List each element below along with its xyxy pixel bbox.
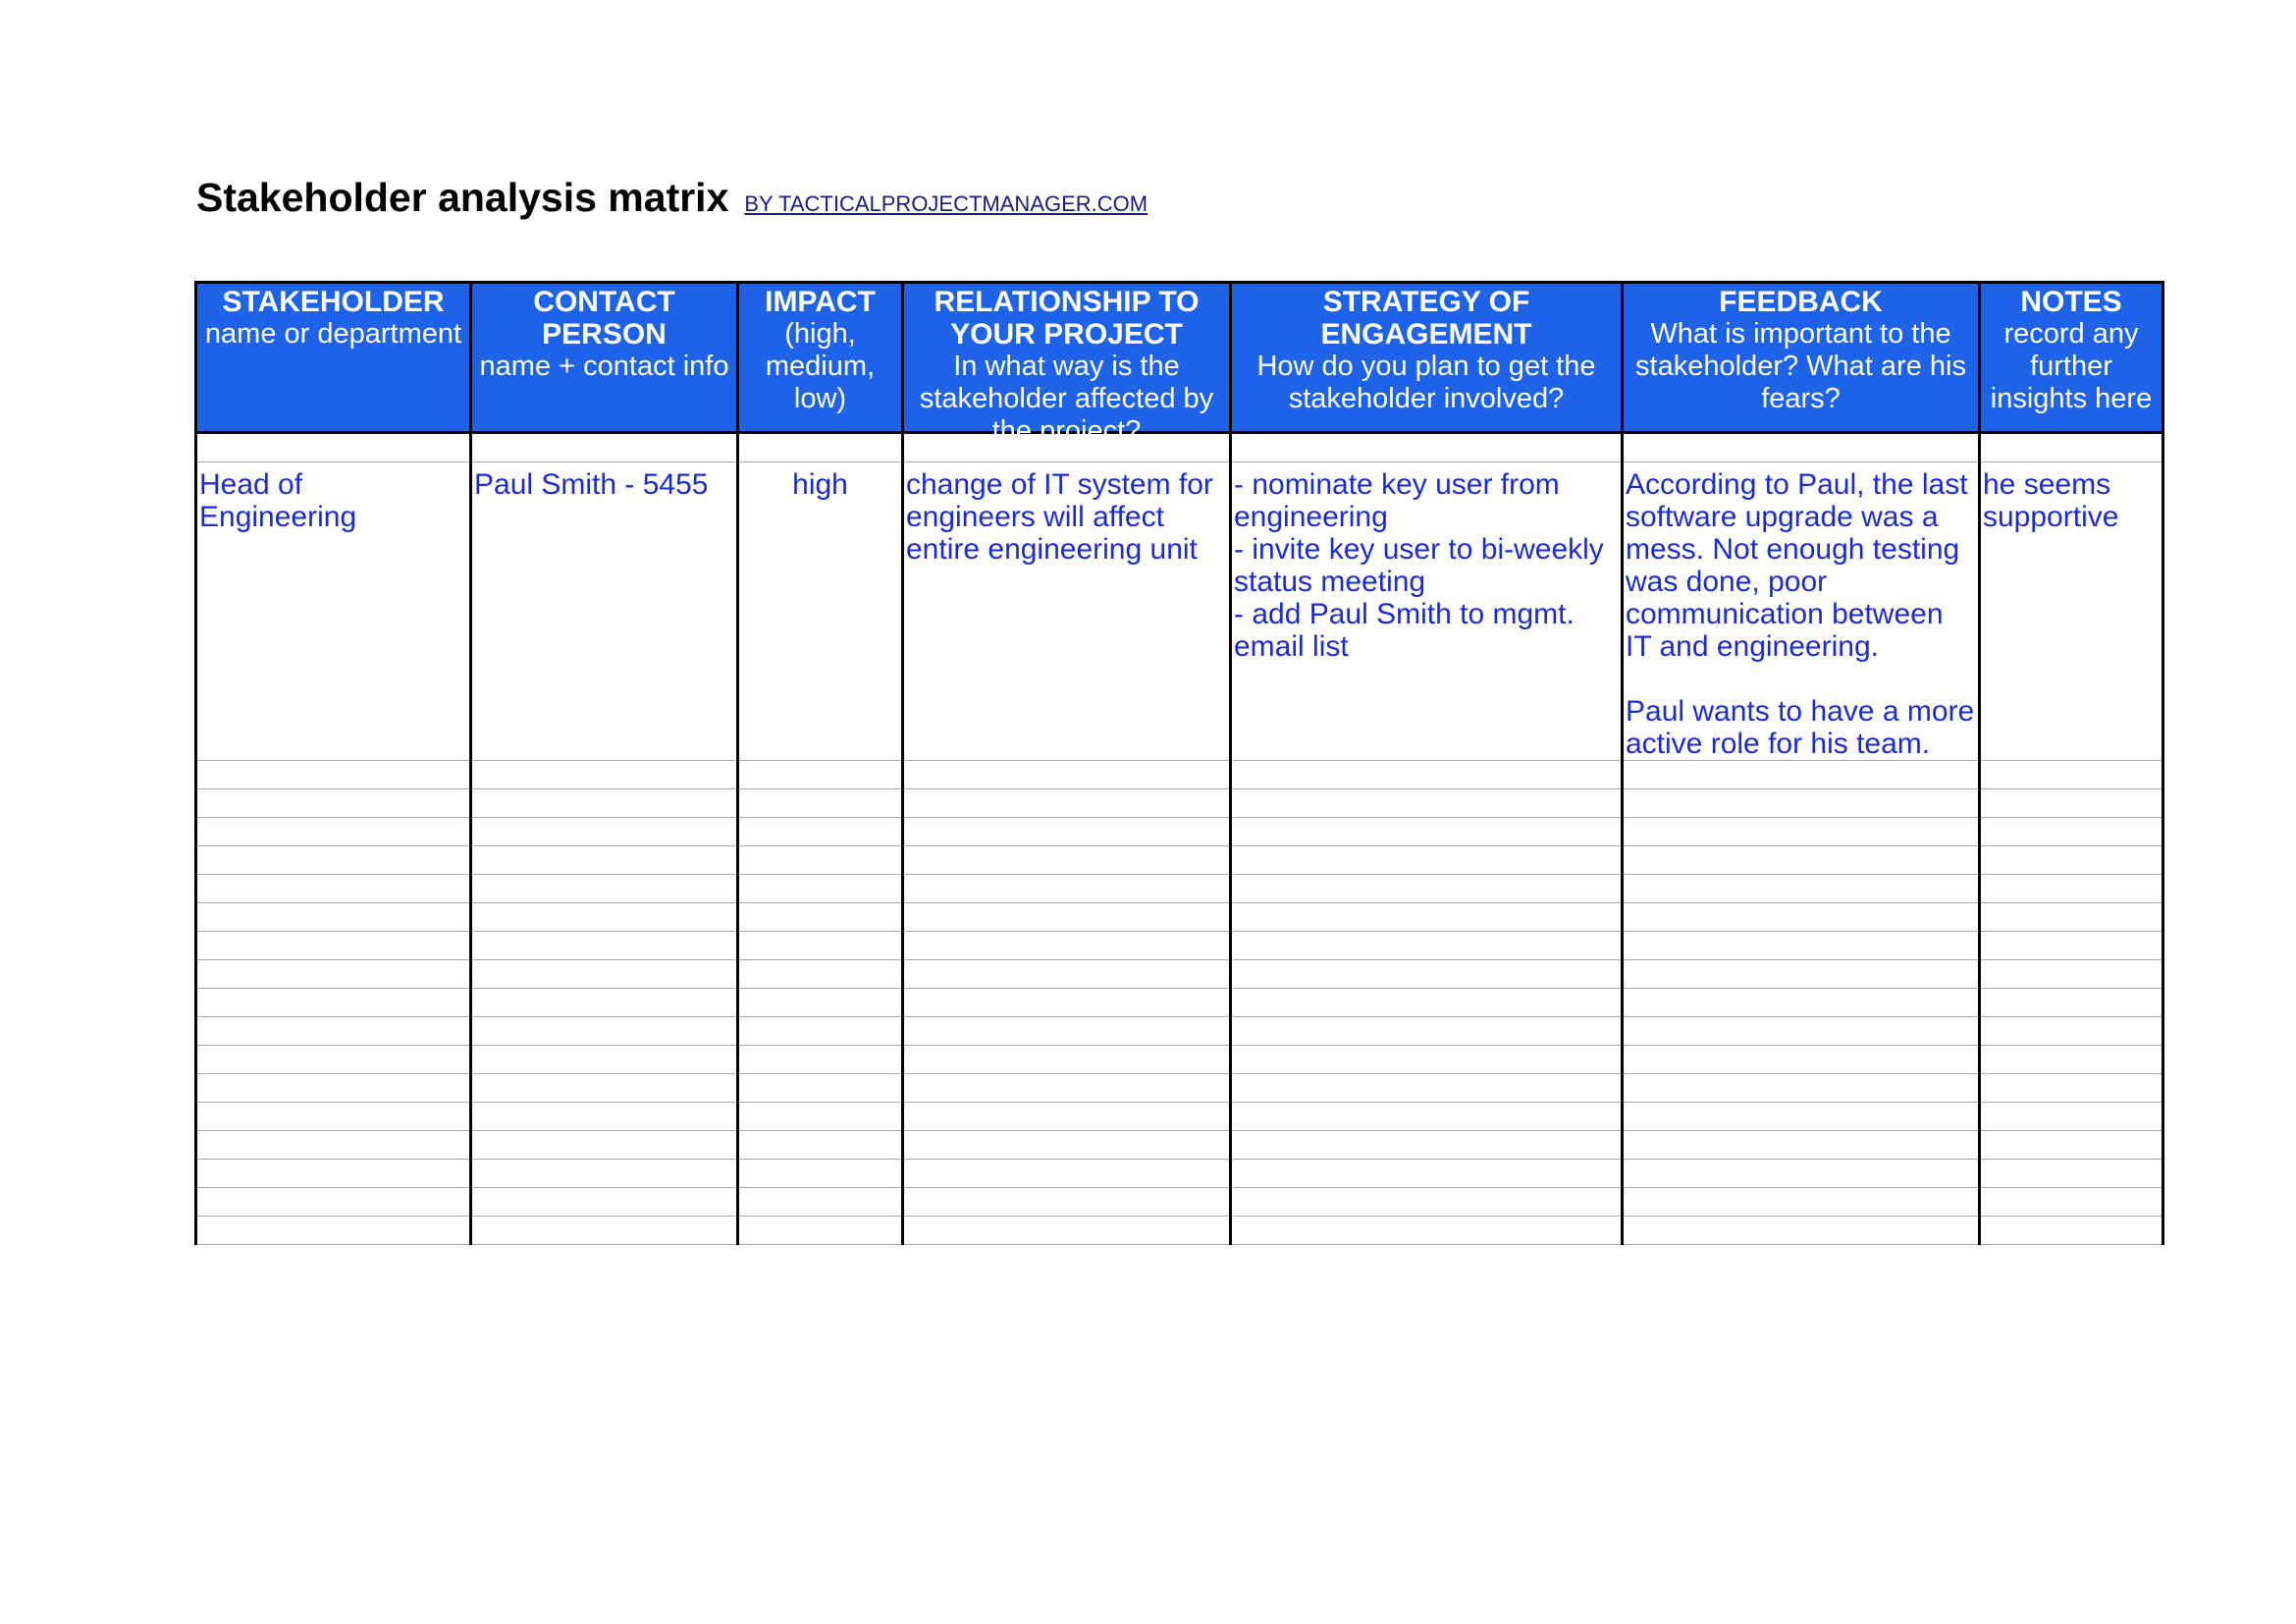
source-link[interactable]: BY TACTICALPROJECTMANAGER.COM bbox=[744, 191, 1148, 216]
table-row bbox=[196, 1160, 2163, 1188]
table-row bbox=[196, 1017, 2163, 1046]
table-row bbox=[196, 1046, 2163, 1074]
table-row bbox=[196, 960, 2163, 989]
page-title: Stakeholder analysis matrix bbox=[196, 175, 729, 220]
table-row bbox=[196, 875, 2163, 903]
document-header bbox=[196, 175, 1148, 226]
column-header-strategy: STRATEGY OF ENGAGEMENT How do you plan to get the stakeholder involved? bbox=[1231, 283, 1623, 433]
header-row bbox=[196, 283, 2163, 433]
column-header-relationship: RELATIONSHIP TO YOUR PROJECT In what way is the stakeholder affected by the project? bbox=[903, 283, 1231, 433]
cell-stakeholder[interactable]: Head of Engineering bbox=[196, 462, 471, 761]
table-row bbox=[196, 1103, 2163, 1131]
column-header-stakeholder: STAKEHOLDER name or department bbox=[196, 283, 471, 433]
cell-feedback[interactable]: According to Paul, the last software upgrade was a mess. Not enough testing was done, poor communication between IT and engineering. Paul wants to have a more active role for his team. bbox=[1623, 462, 1980, 761]
column-header-contact: CONTACT PERSON name + contact info bbox=[471, 283, 738, 433]
table-row bbox=[196, 846, 2163, 875]
cell-notes[interactable]: he seems supportive bbox=[1980, 462, 2163, 761]
cell-impact[interactable]: high bbox=[738, 462, 903, 761]
stakeholder-matrix bbox=[194, 281, 2164, 1245]
cell-strategy[interactable]: - nominate key user from engineering - invite key user to bi-weekly status meeting - add Paul Smith to mgmt. email list bbox=[1231, 462, 1623, 761]
column-header-feedback: FEEDBACK What is important to the stakeholder? What are his fears? bbox=[1623, 283, 1980, 433]
table-row bbox=[196, 1188, 2163, 1217]
column-header-notes: NOTES record any further insights here bbox=[1980, 283, 2163, 433]
table-row-example bbox=[196, 462, 2163, 761]
table-row bbox=[196, 761, 2163, 789]
table-row bbox=[196, 1131, 2163, 1160]
table-row bbox=[196, 903, 2163, 932]
table-row bbox=[196, 433, 2163, 462]
table-row bbox=[196, 1217, 2163, 1245]
table-row bbox=[196, 989, 2163, 1017]
table-row bbox=[196, 932, 2163, 960]
table-row bbox=[196, 818, 2163, 846]
column-header-impact: IMPACT (high, medium, low) bbox=[738, 283, 903, 433]
cell-contact[interactable]: Paul Smith - 5455 bbox=[471, 462, 738, 761]
table-row bbox=[196, 789, 2163, 818]
table-row bbox=[196, 1074, 2163, 1103]
cell-relationship[interactable]: change of IT system for engineers will affect entire engineering unit bbox=[903, 462, 1231, 761]
